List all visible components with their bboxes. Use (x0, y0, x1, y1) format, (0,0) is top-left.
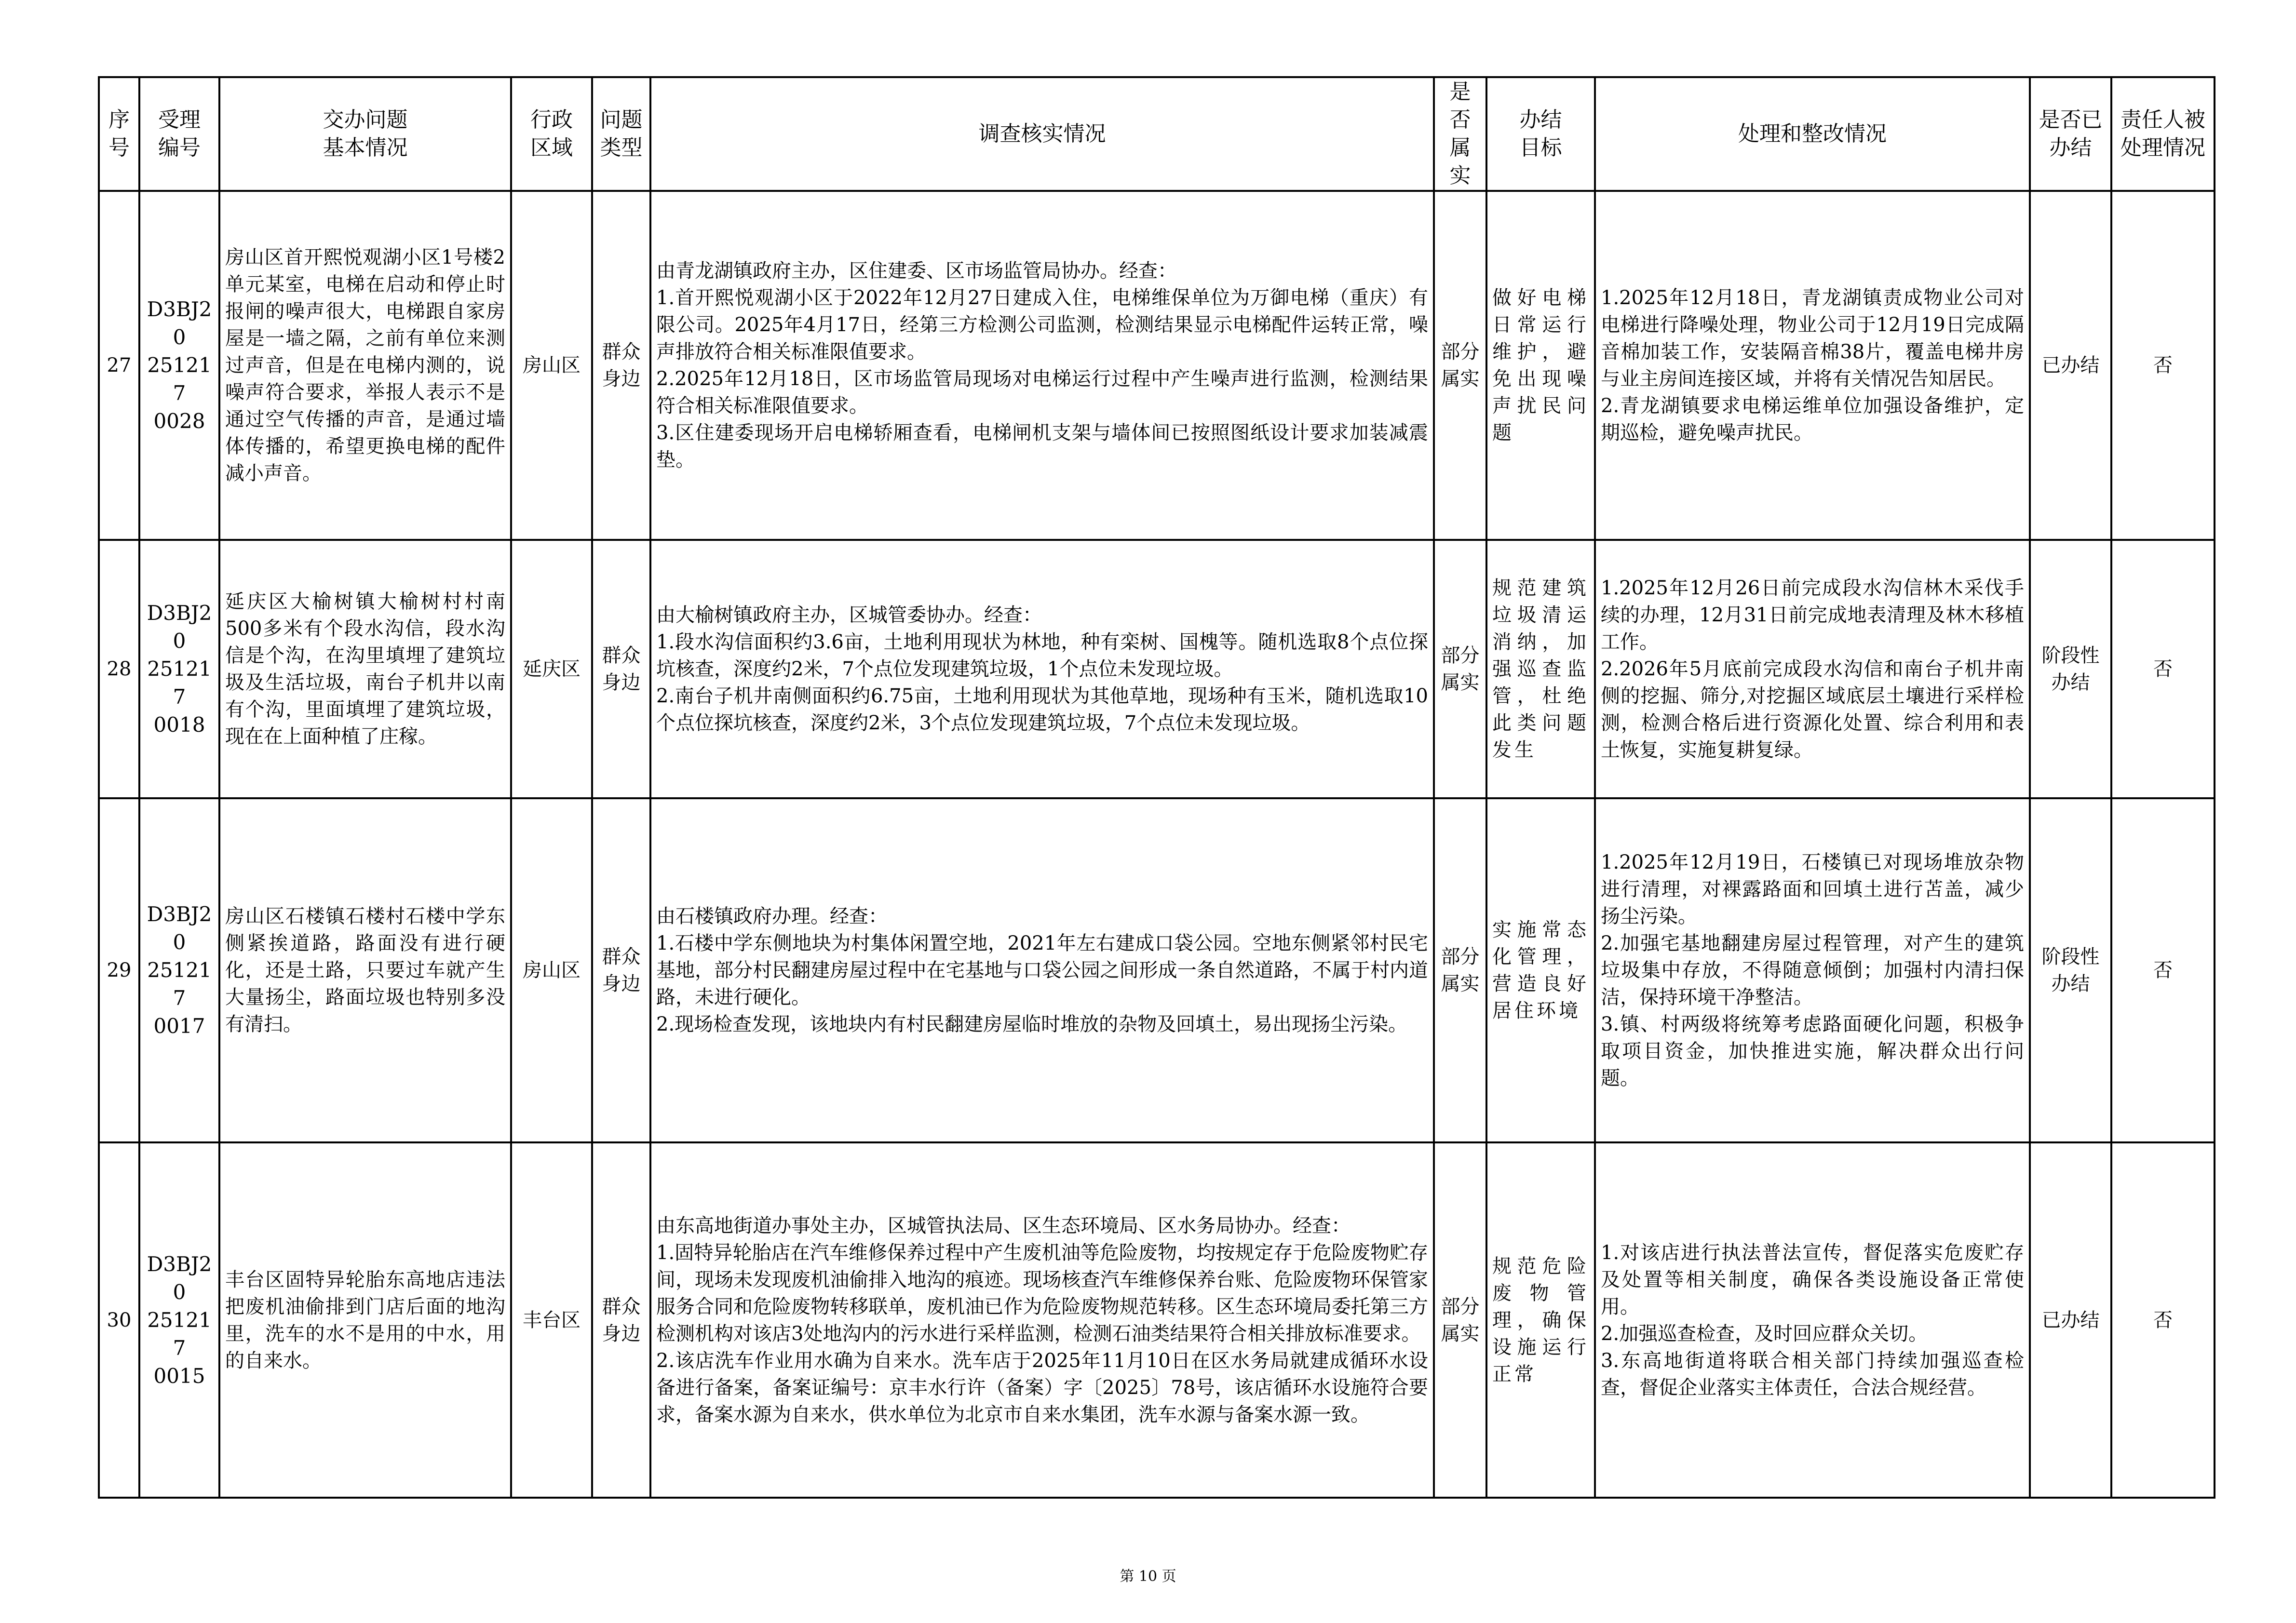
header-type: 问题 类型 (592, 77, 650, 191)
cell-district: 延庆区 (511, 540, 592, 798)
cell-problem: 延庆区大榆树镇大榆树村村南500多米有个段水沟信，段水沟信是个沟，在沟里填埋了建筑垃圾及生活垃圾，南台子机井以南有个沟，里面填埋了建筑垃圾，现在在上面种植了庄稼。 (219, 540, 511, 798)
header-case-id: 受理 编号 (139, 77, 219, 191)
cell-accountability: 否 (2111, 1142, 2215, 1498)
header-completed: 是否已 办结 (2030, 77, 2111, 191)
table-row (99, 540, 2215, 798)
cell-case-id: D3BJ20 251217 0015 (139, 1142, 219, 1498)
cell-rectification: 1.对该店进行执法普法宣传，督促落实危废贮存及处置等相关制度，确保各类设施设备正常使用。 2.加强巡查检查，及时回应群众关切。 3.东高地街道将联合相关部门持续加强巡查检查，督促企业落实主体责任，合法合规经营。 (1595, 1142, 2030, 1498)
header-seq: 序 号 (99, 77, 139, 191)
cell-problem: 房山区石楼镇石楼村石楼中学东侧紧挨道路，路面没有进行硬化，还是土路，只要过车就产生大量扬尘，路面垃圾也特别多没有清扫。 (219, 798, 511, 1142)
cell-type: 群众身边 (592, 1142, 650, 1498)
cell-completed: 已办结 (2030, 191, 2111, 540)
cell-case-id: D3BJ20 251217 0018 (139, 540, 219, 798)
cell-seq: 28 (99, 540, 139, 798)
cell-goal: 规范危险废物管理，确保设施运行正常 (1486, 1142, 1595, 1498)
cell-type: 群众身边 (592, 540, 650, 798)
table-row (99, 191, 2215, 540)
cell-investigation: 由东高地街道办事处主办，区城管执法局、区生态环境局、区水务局协办。经查： 1.固特异轮胎店在汽车维修保养过程中产生废机油等危险废物，均按规定存于危险废物贮存间，现场未发现废机油偷排入地沟的痕迹。现场核查汽车维修保养台账、危险废物环保管家服务合同和危险废物转移联单，废机油已作为危险废物规范转移。区生态环境局委托第三方检测机构对该店3处地沟内的污水进行采样监测，检测石油类结果符合相关排放标准要求。 2.该店洗车作业用水确为自来水。洗车店于2025年11月10日在区水务局就建成循环水设备进行备案，备案证编号：京丰水行许（备案）字〔2025〕78号，该店循环水设施符合要求，备案水源为自来水，供水单位为北京市自来水集团，洗车水源与备案水源一致。 (650, 1142, 1434, 1498)
cell-verified: 部分属实 (1434, 1142, 1486, 1498)
cell-verified: 部分属实 (1434, 540, 1486, 798)
header-investigation: 调查核实情况 (650, 77, 1434, 191)
cell-investigation: 由石楼镇政府办理。经查： 1.石楼中学东侧地块为村集体闲置空地，2021年左右建成口袋公园。空地东侧紧邻村民宅基地，部分村民翻建房屋过程中在宅基地与口袋公园之间形成一条自然道路，不属于村内道路，未进行硬化。 2.现场检查发现，该地块内有村民翻建房屋临时堆放的杂物及回填土，易出现扬尘污染。 (650, 798, 1434, 1142)
cell-goal: 规范建筑垃圾清运消纳，加强巡查监管，杜绝此类问题发生 (1486, 540, 1595, 798)
cell-seq: 27 (99, 191, 139, 540)
header-goal: 办结 目标 (1486, 77, 1595, 191)
page-number: 第 10 页 (1120, 1568, 1176, 1585)
header-verified: 是否 属实 (1434, 77, 1486, 191)
table-row (99, 798, 2215, 1142)
cell-accountability: 否 (2111, 798, 2215, 1142)
table-header-row (99, 77, 2215, 191)
header-district: 行政 区域 (511, 77, 592, 191)
cell-rectification: 1.2025年12月26日前完成段水沟信林木采伐手续的办理，12月31日前完成地表清理及林木移植工作。 2.2026年5月底前完成段水沟信和南台子机井南侧的挖掘、筛分,对挖掘区域底层土壤进行采样检测，检测合格后进行资源化处置、综合利用和表土恢复，实施复耕复绿。 (1595, 540, 2030, 798)
header-accountability: 责任人被 处理情况 (2111, 77, 2215, 191)
cell-verified: 部分属实 (1434, 191, 1486, 540)
case-table (98, 76, 2215, 1499)
cell-seq: 29 (99, 798, 139, 1142)
cell-district: 丰台区 (511, 1142, 592, 1498)
cell-case-id: D3BJ20 251217 0017 (139, 798, 219, 1142)
table-row (99, 1142, 2215, 1498)
cell-verified: 部分属实 (1434, 798, 1486, 1142)
cell-type: 群众身边 (592, 798, 650, 1142)
header-rectification: 处理和整改情况 (1595, 77, 2030, 191)
header-problem: 交办问题 基本情况 (219, 77, 511, 191)
cell-accountability: 否 (2111, 191, 2215, 540)
cell-completed: 阶段性办结 (2030, 798, 2111, 1142)
cell-completed: 已办结 (2030, 1142, 2111, 1498)
cell-case-id: D3BJ20 251217 0028 (139, 191, 219, 540)
cell-completed: 阶段性办结 (2030, 540, 2111, 798)
cell-investigation: 由大榆树镇政府主办，区城管委协办。经查： 1.段水沟信面积约3.6亩，土地利用现状为林地，种有栾树、国槐等。随机选取8个点位探坑核查，深度约2米，7个点位发现建筑垃圾，1个点位未发现垃圾。 2.南台子机井南侧面积约6.75亩，土地利用现状为其他草地，现场种有玉米，随机选取10个点位探坑核查，深度约2米，3个点位发现建筑垃圾，7个点位未发现垃圾。 (650, 540, 1434, 798)
cell-accountability: 否 (2111, 540, 2215, 798)
cell-district: 房山区 (511, 191, 592, 540)
cell-problem: 房山区首开熙悦观湖小区1号楼2单元某室，电梯在启动和停止时报闸的噪声很大，电梯跟自家房屋是一墙之隔，之前有单位来测过声音，但是在电梯内测的，说噪声符合要求，举报人表示不是通过空气传播的声音，是通过墙体传播的，希望更换电梯的配件减小声音。 (219, 191, 511, 540)
cell-rectification: 1.2025年12月19日，石楼镇已对现场堆放杂物进行清理，对裸露路面和回填土进行苫盖，减少扬尘污染。 2.加强宅基地翻建房屋过程管理，对产生的建筑垃圾集中存放，不得随意倾倒；加强村内清扫保洁，保持环境干净整洁。 3.镇、村两级将统筹考虑路面硬化问题，积极争取项目资金，加快推进实施，解决群众出行问题。 (1595, 798, 2030, 1142)
cell-investigation: 由青龙湖镇政府主办，区住建委、区市场监管局协办。经查： 1.首开熙悦观湖小区于2022年12月27日建成入住，电梯维保单位为万御电梯（重庆）有限公司。2025年4月17日，经第三方检测公司监测，检测结果显示电梯配件运转正常，噪声排放符合相关标准限值要求。 2.2025年12月18日，区市场监管局现场对电梯运行过程中产生噪声进行监测，检测结果符合相关标准限值要求。 3.区住建委现场开启电梯轿厢查看，电梯闸机支架与墙体间已按照图纸设计要求加装减震垫。 (650, 191, 1434, 540)
cell-district: 房山区 (511, 798, 592, 1142)
cell-goal: 做好电梯日常运行维护，避免出现噪声扰民问题 (1486, 191, 1595, 540)
cell-seq: 30 (99, 1142, 139, 1498)
cell-problem: 丰台区固特异轮胎东高地店违法把废机油偷排到门店后面的地沟里，洗车的水不是用的中水，用的自来水。 (219, 1142, 511, 1498)
cell-rectification: 1.2025年12月18日，青龙湖镇责成物业公司对电梯进行降噪处理，物业公司于12月19日完成隔音棉加装工作，安装隔音棉38片，覆盖电梯井房与业主房间连接区域，并将有关情况告知居民。 2.青龙湖镇要求电梯运维单位加强设备维护，定期巡检，避免噪声扰民。 (1595, 191, 2030, 540)
cell-type: 群众身边 (592, 191, 650, 540)
cell-goal: 实施常态化管理，营造良好居住环境 (1486, 798, 1595, 1142)
